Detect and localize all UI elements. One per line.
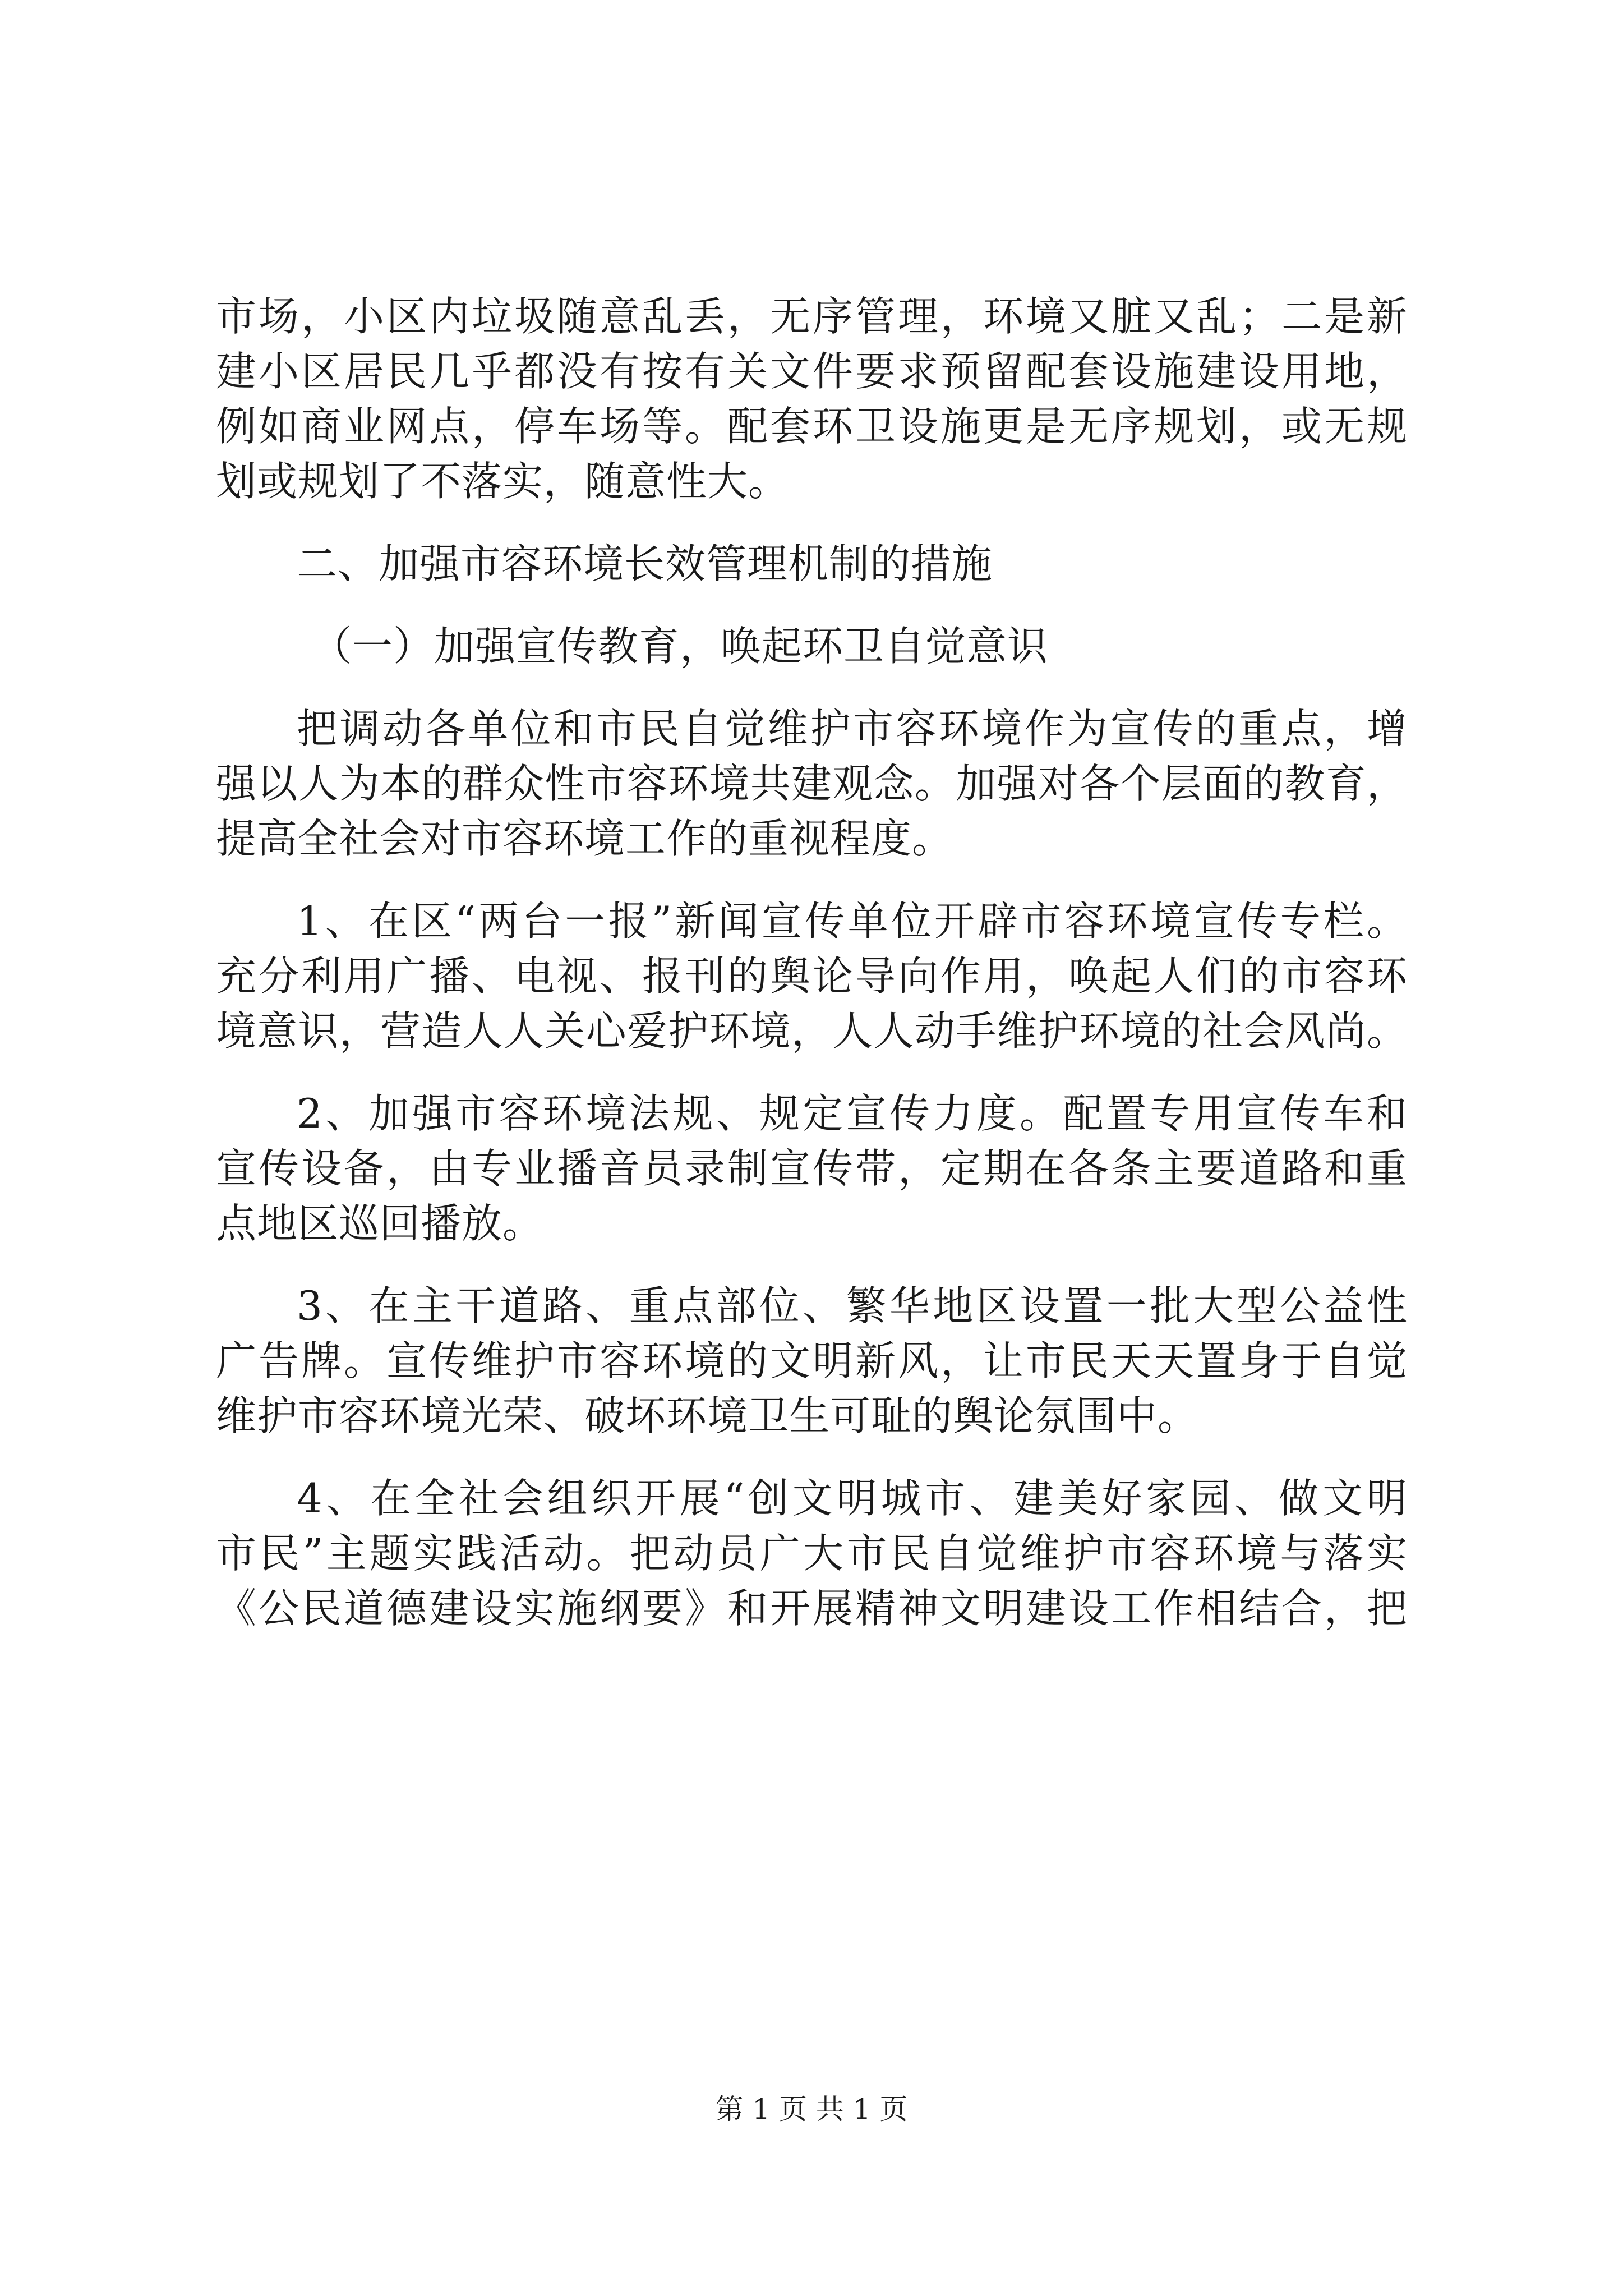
- text-line: 市场，小区内垃圾随意乱丢，无序管理，环境又脏又乱；二是新: [216, 293, 1408, 340]
- para-item-1: [216, 894, 1408, 1059]
- text-line: 划或规划了不落实，随意性大。: [216, 458, 790, 505]
- text-line: 充分利用广播、电视、报刊的舆论导向作用，唤起人们的市容环: [216, 953, 1408, 1000]
- text-line: 市民”主题实践活动。把动员广大市民自觉维护市容环境与落实: [216, 1530, 1408, 1577]
- text-line: 强以人为本的群众性市容环境共建观念。加强对各个层面的教育，: [216, 760, 1408, 807]
- text-line: 例如商业网点，停车场等。配套环卫设施更是无序规划，或无规: [216, 403, 1408, 450]
- page-footer: [0, 2092, 1623, 2126]
- section-heading-2: [216, 536, 1408, 591]
- text-line: 2、加强市容环境法规、规定宣传力度。配置专用宣传车和: [297, 1090, 1408, 1137]
- para-item-4: [216, 1471, 1408, 1636]
- text-line: 维护市容环境光荣、破坏环境卫生可耻的舆论氛围中。: [216, 1392, 1199, 1439]
- para-item-2: [216, 1086, 1408, 1251]
- para-continued-intro: [216, 289, 1408, 509]
- page-number-label: 第 1 页 共 1 页: [715, 2093, 908, 2125]
- document-body: [216, 289, 1408, 1636]
- text-line: 把调动各单位和市民自觉维护市容环境作为宣传的重点，增: [297, 705, 1408, 752]
- subsection-heading-1: [216, 619, 1408, 674]
- text-line: 宣传设备，由专业播音员录制宣传带，定期在各条主要道路和重: [216, 1145, 1408, 1192]
- text-line: 点地区巡回播放。: [216, 1200, 544, 1247]
- subsection-heading-text: （一）加强宣传教育，唤起环卫自觉意识: [311, 623, 1049, 670]
- text-line: 建小区居民几乎都没有按有关文件要求预留配套设施建设用地，: [216, 348, 1408, 395]
- text-line: 4、在全社会组织开展“创文明城市、建美好家园、做文明: [297, 1475, 1408, 1522]
- text-line: 提高全社会对市容环境工作的重视程度。: [216, 815, 953, 862]
- para-publicity-focus: [216, 701, 1408, 866]
- section-heading-text: 二、加强市容环境长效管理机制的措施: [297, 540, 993, 587]
- para-item-3: [216, 1278, 1408, 1443]
- text-line: 3、在主干道路、重点部位、繁华地区设置一批大型公益性: [297, 1282, 1408, 1329]
- text-line: 境意识，营造人人关心爱护环境，人人动手维护环境的社会风尚。: [216, 1007, 1408, 1055]
- text-line: 《公民道德建设实施纲要》和开展精神文明建设工作相结合，把: [216, 1585, 1408, 1632]
- text-line: 1、在区“两台一报”新闻宣传单位开辟市容环境宣传专栏。: [297, 898, 1408, 945]
- text-line: 广告牌。宣传维护市容环境的文明新风，让市民天天置身于自觉: [216, 1337, 1408, 1384]
